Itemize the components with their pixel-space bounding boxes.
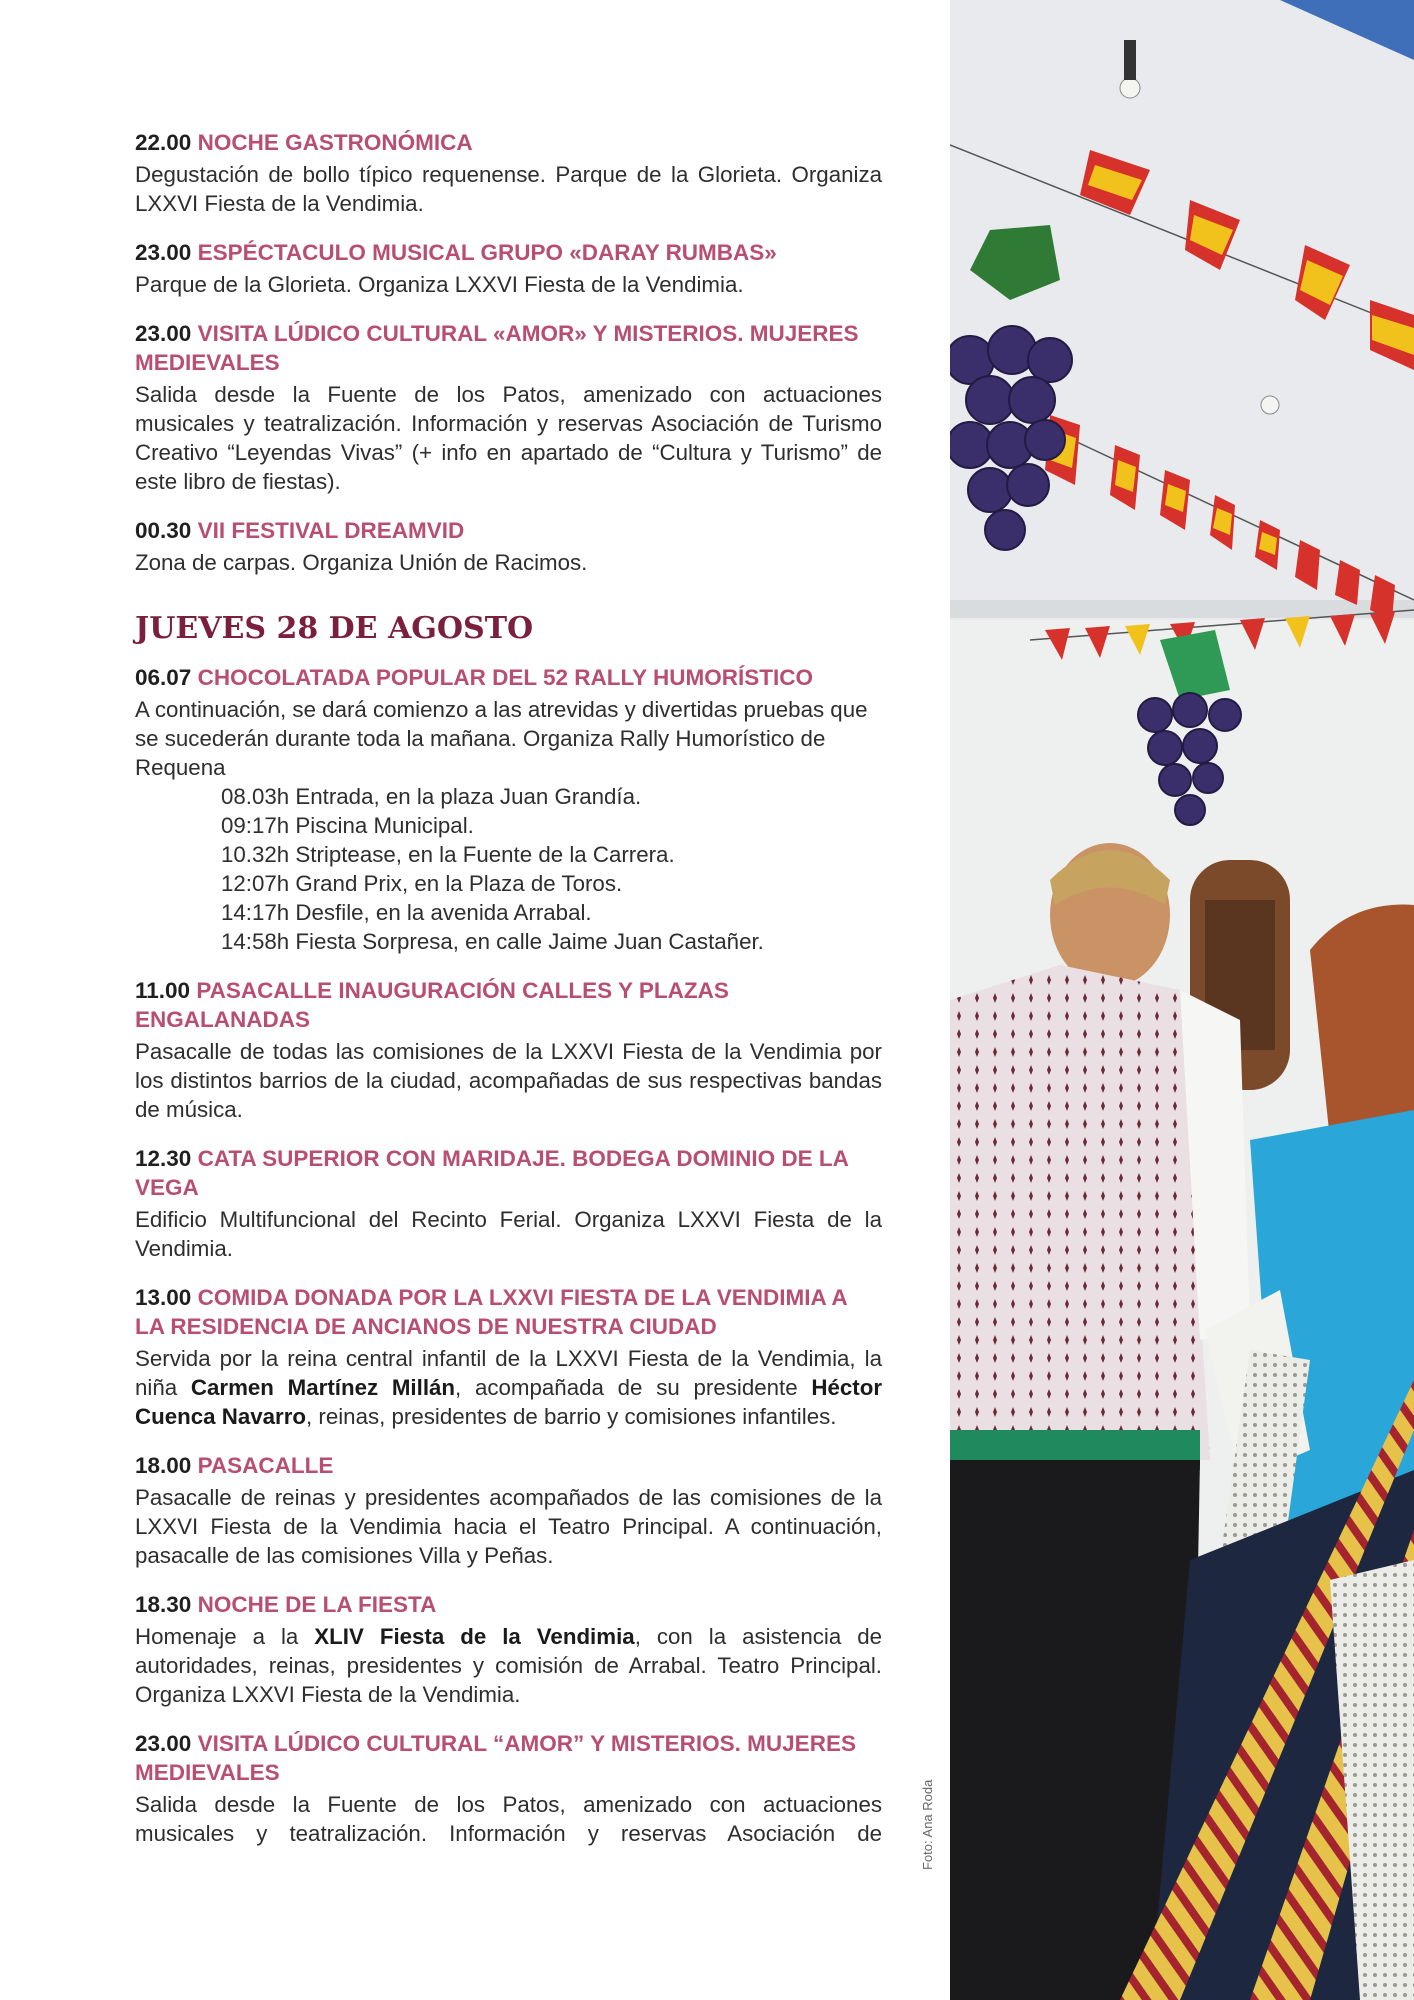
event-description: Zona de carpas. Organiza Unión de Racimos.	[135, 550, 588, 575]
event-description: A continuación, se dará comienzo a las atrevidas y divertidas pruebas que se sucederán durante toda la mañana. Organiza Rally Humorístico de Requena	[135, 697, 868, 780]
event-title: PASACALLE INAUGURACIÓN CALLES Y PLAZAS ENGALANADAS	[135, 978, 729, 1032]
event-item-noche	[135, 1590, 882, 1709]
event-heading	[135, 516, 882, 545]
event-time: 22.00	[135, 130, 192, 155]
event-item-pasacalle	[135, 1451, 882, 1570]
event-title: VISITA LÚDICO CULTURAL «AMOR» Y MISTERIOS. MUJERES MEDIEVALES	[135, 321, 859, 375]
rally-schedule	[135, 782, 882, 956]
festival-photo-illustration	[950, 0, 1414, 2000]
event-item	[135, 238, 882, 299]
event-description: Pasacalle de reinas y presidentes acompañados de las comisiones de la LXXVI Fiesta de la Vendimia hacia el Teatro Principal. A continuación, pasacalle de las comisiones Villa y Peñas.	[135, 1485, 882, 1568]
event-description: Degustación de bollo típico requenense. Parque de la Glorieta. Organiza LXXVI Fiesta de la Vendimia.	[135, 162, 882, 216]
event-description	[135, 1344, 882, 1431]
event-time: 11.00	[135, 978, 191, 1003]
event-time: 06.07	[135, 665, 192, 690]
day-heading: JUEVES 28 DE AGOSTO	[135, 611, 534, 646]
event-title: VISITA LÚDICO CULTURAL “AMOR” Y MISTERIOS. MUJERES MEDIEVALES	[135, 1731, 856, 1785]
schedule-line: 14:58h Fiesta Sorpresa, en calle Jaime Juan Castañer.	[221, 929, 764, 954]
event-description: Parque de la Glorieta. Organiza LXXVI Fiesta de la Vendimia.	[135, 272, 744, 297]
event-item	[135, 516, 882, 577]
event-item-visita-final	[135, 1729, 882, 1848]
festival-photo	[950, 0, 1414, 2000]
event-heading	[135, 1144, 882, 1202]
event-item	[135, 319, 882, 496]
event-time: 18.30	[135, 1592, 192, 1617]
event-heading	[135, 1590, 882, 1619]
event-time: 00.30	[135, 518, 192, 543]
event-title: CATA SUPERIOR CON MARIDAJE. BODEGA DOMINIO DE LA VEGA	[135, 1146, 849, 1200]
text-run: Servida por la reina central infantil de la LXXVI Fiesta de la Vendimia, la niña	[135, 1346, 882, 1400]
event-description: Edificio Multifuncional del Recinto Ferial. Organiza LXXVI Fiesta de la Vendimia.	[135, 1207, 882, 1261]
event-title: PASACALLE	[197, 1453, 334, 1478]
schedule-line: 10.32h Striptease, en la Fuente de la Carrera.	[221, 842, 675, 867]
event-title: NOCHE DE LA FIESTA	[197, 1592, 437, 1617]
event-time: 18.00	[135, 1453, 192, 1478]
photo-credit: Foto: Ana Roda	[920, 1779, 935, 1870]
event-time: 23.00	[135, 1731, 192, 1756]
event-time: 23.00	[135, 240, 192, 265]
event-item-rally	[135, 663, 882, 956]
person-name: Carmen Martínez Millán	[190, 1375, 456, 1400]
event-item	[135, 976, 882, 1124]
event-item	[135, 128, 882, 218]
program-column	[135, 128, 882, 1868]
event-title: NOCHE GASTRONÓMICA	[197, 130, 473, 155]
schedule-line: 08.03h Entrada, en la plaza Juan Grandía.	[221, 784, 642, 809]
schedule-line: 09:17h Piscina Municipal.	[221, 813, 474, 838]
event-title: CHOCOLATADA POPULAR DEL 52 RALLY HUMORÍSTICO	[197, 665, 814, 690]
text-run: , acompañada de su presidente	[455, 1375, 812, 1400]
text-run: , reinas, presidentes de barrio y comisiones infantiles.	[306, 1404, 837, 1429]
event-heading	[135, 1451, 882, 1480]
event-title: COMIDA DONADA POR LA LXXVI FIESTA DE LA VENDIMIA A LA RESIDENCIA DE ANCIANOS DE NUESTRA CIUDAD	[135, 1285, 847, 1339]
event-time: 13.00	[135, 1285, 192, 1310]
highlight-text: XLIV Fiesta de la Vendimia	[314, 1624, 635, 1649]
event-title: VII FESTIVAL DREAMVID	[197, 518, 465, 543]
event-description: Pasacalle de todas las comisiones de la LXXVI Fiesta de la Vendimia por los distintos barrios de la ciudad, acompañadas de sus respectivas bandas de música.	[135, 1039, 882, 1122]
event-time: 23.00	[135, 321, 192, 346]
event-heading	[135, 663, 882, 692]
event-description: Salida desde la Fuente de los Patos, amenizado con actuaciones musicales y teatralización. Información y reservas Asociación de Turismo Creativo “Leyendas Vivas” (+ info en apartado de “Cultura y Turismo” de este libro de fiestas).	[135, 382, 882, 494]
event-heading	[135, 128, 882, 157]
text-run: Homenaje a la	[135, 1624, 315, 1649]
event-description: Salida desde la Fuente de los Patos, amenizado con actuaciones musicales y teatralización. Información y reservas Asociación de	[135, 1792, 882, 1846]
event-heading	[135, 238, 882, 267]
event-title: ESPÉCTACULO MUSICAL GRUPO «DARAY RUMBAS»	[197, 240, 777, 265]
text-run: , con la asistencia de autoridades, reinas, presidentes y comisión de Arrabal. Teatro Principal. Organiza LXXVI Fiesta de la Vendimia.	[135, 1624, 883, 1707]
event-time: 12.30	[135, 1146, 192, 1171]
event-heading	[135, 1729, 882, 1787]
schedule-line: 12:07h Grand Prix, en la Plaza de Toros.	[221, 871, 623, 896]
event-heading	[135, 976, 882, 1034]
event-heading	[135, 319, 882, 377]
person-name: Héctor Cuenca Navarro	[135, 1375, 882, 1429]
event-item	[135, 1144, 882, 1263]
event-description	[135, 1622, 882, 1709]
schedule-line: 14:17h Desfile, en la avenida Arrabal.	[221, 900, 592, 925]
event-heading	[135, 1283, 882, 1341]
event-item-comida	[135, 1283, 882, 1431]
